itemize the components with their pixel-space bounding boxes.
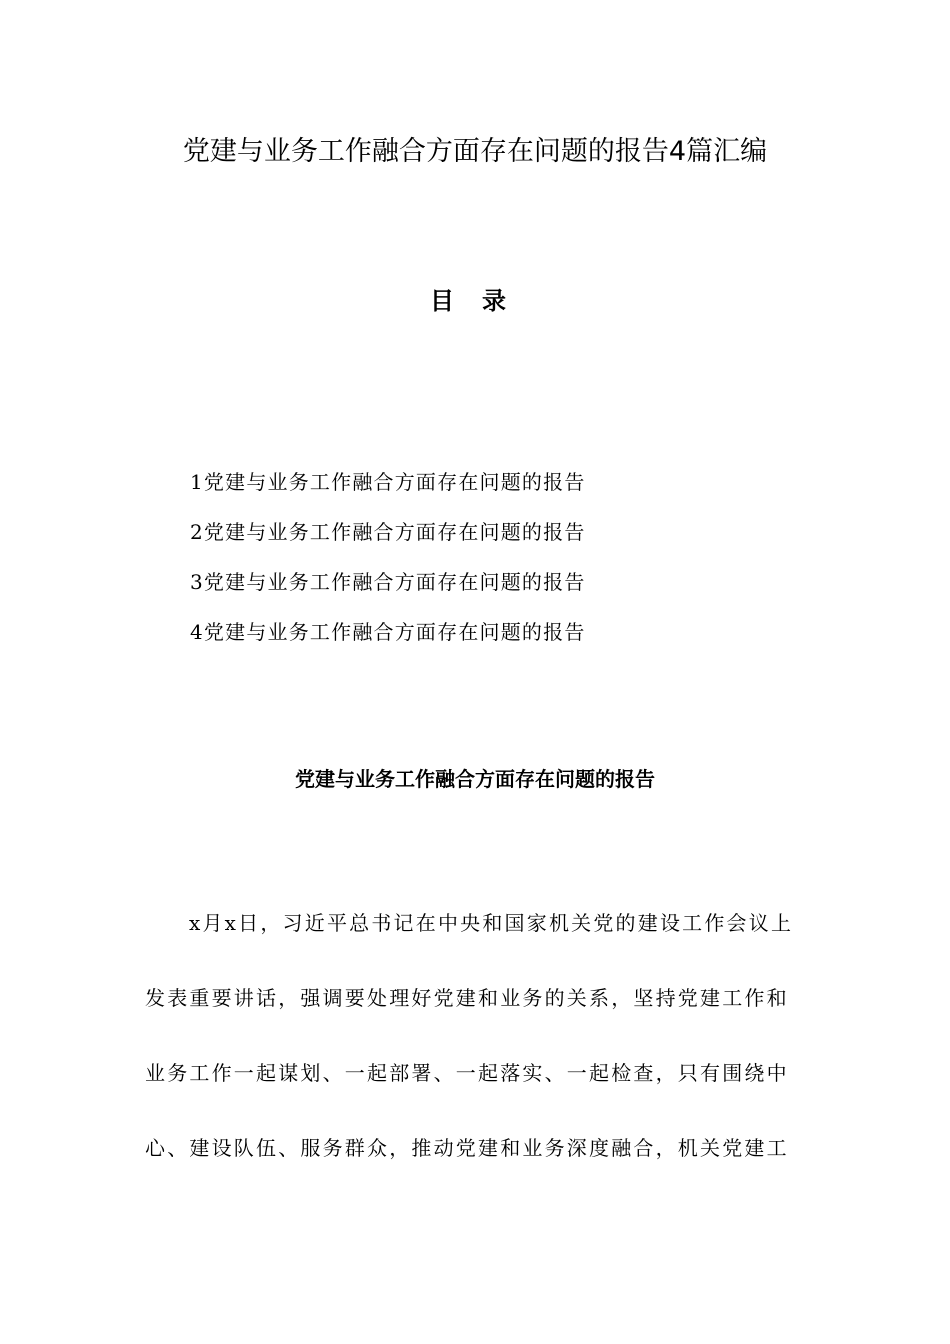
body-line: x月x日，习近平总书记在中央和国家机关党的建设工作会议上 bbox=[189, 911, 794, 935]
toc-item-4[interactable]: 4党建与业务工作融合方面存在问题的报告 bbox=[190, 620, 586, 644]
section-title: 党建与业务工作融合方面存在问题的报告 bbox=[295, 767, 655, 791]
toc-item-1[interactable]: 1党建与业务工作融合方面存在问题的报告 bbox=[190, 470, 586, 494]
toc-heading: 目录 bbox=[430, 286, 534, 315]
body-line: 发表重要讲话，强调要处理好党建和业务的关系，坚持党建工作和 bbox=[145, 986, 789, 1010]
toc-item-2[interactable]: 2党建与业务工作融合方面存在问题的报告 bbox=[190, 520, 586, 544]
toc-item-3[interactable]: 3党建与业务工作融合方面存在问题的报告 bbox=[190, 570, 586, 594]
body-paragraph bbox=[145, 906, 810, 1206]
document-title: 党建与业务工作融合方面存在问题的报告4篇汇编 bbox=[182, 136, 768, 167]
body-line: 心、建设队伍、服务群众，推动党建和业务深度融合，机关党建工 bbox=[145, 1136, 789, 1160]
body-line: 业务工作一起谋划、一起部署、一起落实、一起检查，只有围绕中 bbox=[145, 1061, 789, 1085]
table-of-contents bbox=[190, 457, 586, 657]
